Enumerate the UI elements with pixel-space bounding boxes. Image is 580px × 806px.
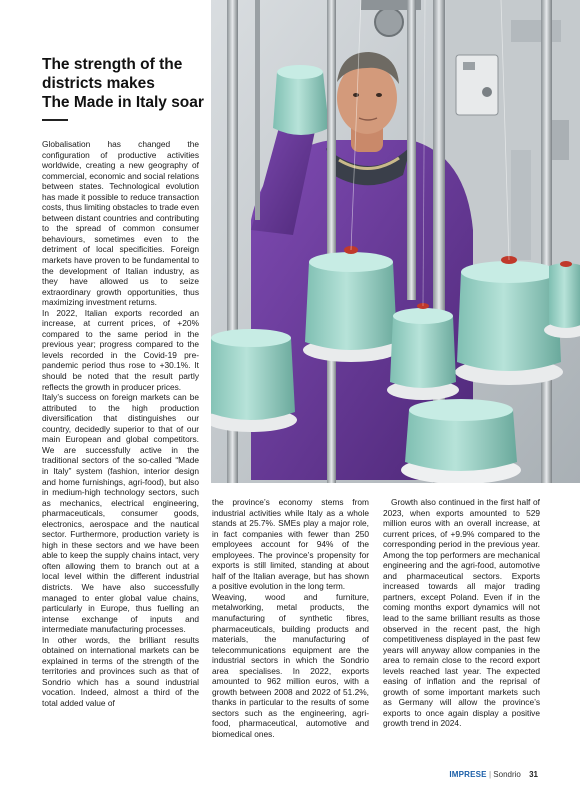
paragraph: In 2022, Italian exports recorded an increase, at current prices, of +20% compared to the same period in the previous year; progress compared to the levels recorded in the Covid-19 pre-pandemic period thus rose to +30.1%. It should be noted that the result partly reflects the growth in producer prices.	[42, 307, 199, 392]
footer-brand: IMPRESE	[449, 770, 487, 779]
paragraph: Italy’s success on foreign markets can be attributed to the high production diversification that distinguishes our country, decidedly superior to that of our main European and global competitors. We are successfully active in the traditional sectors of the so-called “Made in Italy” system (fashion, interior design and home furnishings, agri-food), but also in medium-high technology sectors, such as mechanics, electrical engineering, pharmaceuticals, consumer goods, electronics, aerospace and the nautical sector. Furthermore, production variety is high in these sectors and we have been able to keep the supply chains intact, very often allowing them to branch out at a local level within the different industrial districts. We have also successfully managed to enter global value chains, particularly in Europe, thus fuelling an intense exchange of inputs and intermediate manufacturing processes.	[42, 392, 199, 635]
article-photo	[211, 0, 580, 483]
text-column-1	[42, 139, 199, 709]
paragraph: In other words, the brilliant results obtained on international markets can be explained in terms of the strength of the territories and provinces such as that of Sondrio which has a sound industrial vocation. Indeed, almost a third of the total added value of	[42, 634, 199, 708]
title-underline	[42, 119, 68, 121]
text-column-3	[383, 497, 540, 729]
paragraph: Globalisation has changed the configuration of productive activities worldwide, creating a new geography of commercial, economic and social relations between states. Technological evolution has made it possible to reduce transaction costs, thus limiting obstacles to trade even between distant countries and contributing to the spread of common consumer behaviours, sometimes even to the detriment of local specificities. Foreign markets have proven to be fundamental to the development of Italian industry, as they have allowed us to seize extraordinary growth opportunities, thus maximizing investment returns.	[42, 139, 199, 308]
page-number: 31	[529, 770, 538, 779]
title-line-3: The Made in Italy soar	[42, 94, 204, 111]
title-line-1: The strength of the	[42, 56, 183, 73]
text-column-2	[212, 497, 369, 740]
article-title	[42, 55, 207, 112]
paragraph: Growth also continued in the first half of 2023, when exports amounted to 529 million euros with an overall increase, at current prices, of +9.9% compared to the corresponding period in the previous year. Among the top performers are mechanical engineering and the agri-food, automotive and pharmaceutical sectors. Exports increased towards all major trading partners, except Poland. Even if in the coming months export dynamics will not lead to the same brilliant results as those observed in the recent past, the high competitiveness displayed in the past few years will anyway allow companies in the area to remain close to the record export levels reached last year. The expected easing of inflation and the reprisal of growth of some important markets such as Germany will allow the province’s exports to once again display a positive growth trend in 2024.	[383, 497, 540, 729]
footer-section: Sondrio	[493, 770, 521, 779]
title-line-2: districts makes	[42, 75, 155, 92]
footer-separator: |	[488, 770, 492, 779]
page-footer	[449, 770, 538, 779]
paragraph: Weaving, wood and furniture, metalworking, metal products, the manufacturing of synthetic fibres, pharmaceuticals, building products and materials, the manufacturing of telecommunications equipment are the industrial sectors in which the Sondrio area specialises. In 2022, exports amounted to 962 million euros, with a growth between 2008 and 2022 of 51.2%, thanks in particular to the results of some sectors such as the engineering, agri-food, pharmaceutical, automotive and biomedical ones.	[212, 591, 369, 740]
paragraph: the province’s economy stems from industrial activities while Italy as a whole stands at 25.7%. SMEs play a major role, in fact companies with fewer than 250 employees account for 94% of the employees. The province’s propensity for exports is still limited, standing at about half of the Italian average, but has shown a positive evolution in the long term.	[212, 497, 369, 592]
